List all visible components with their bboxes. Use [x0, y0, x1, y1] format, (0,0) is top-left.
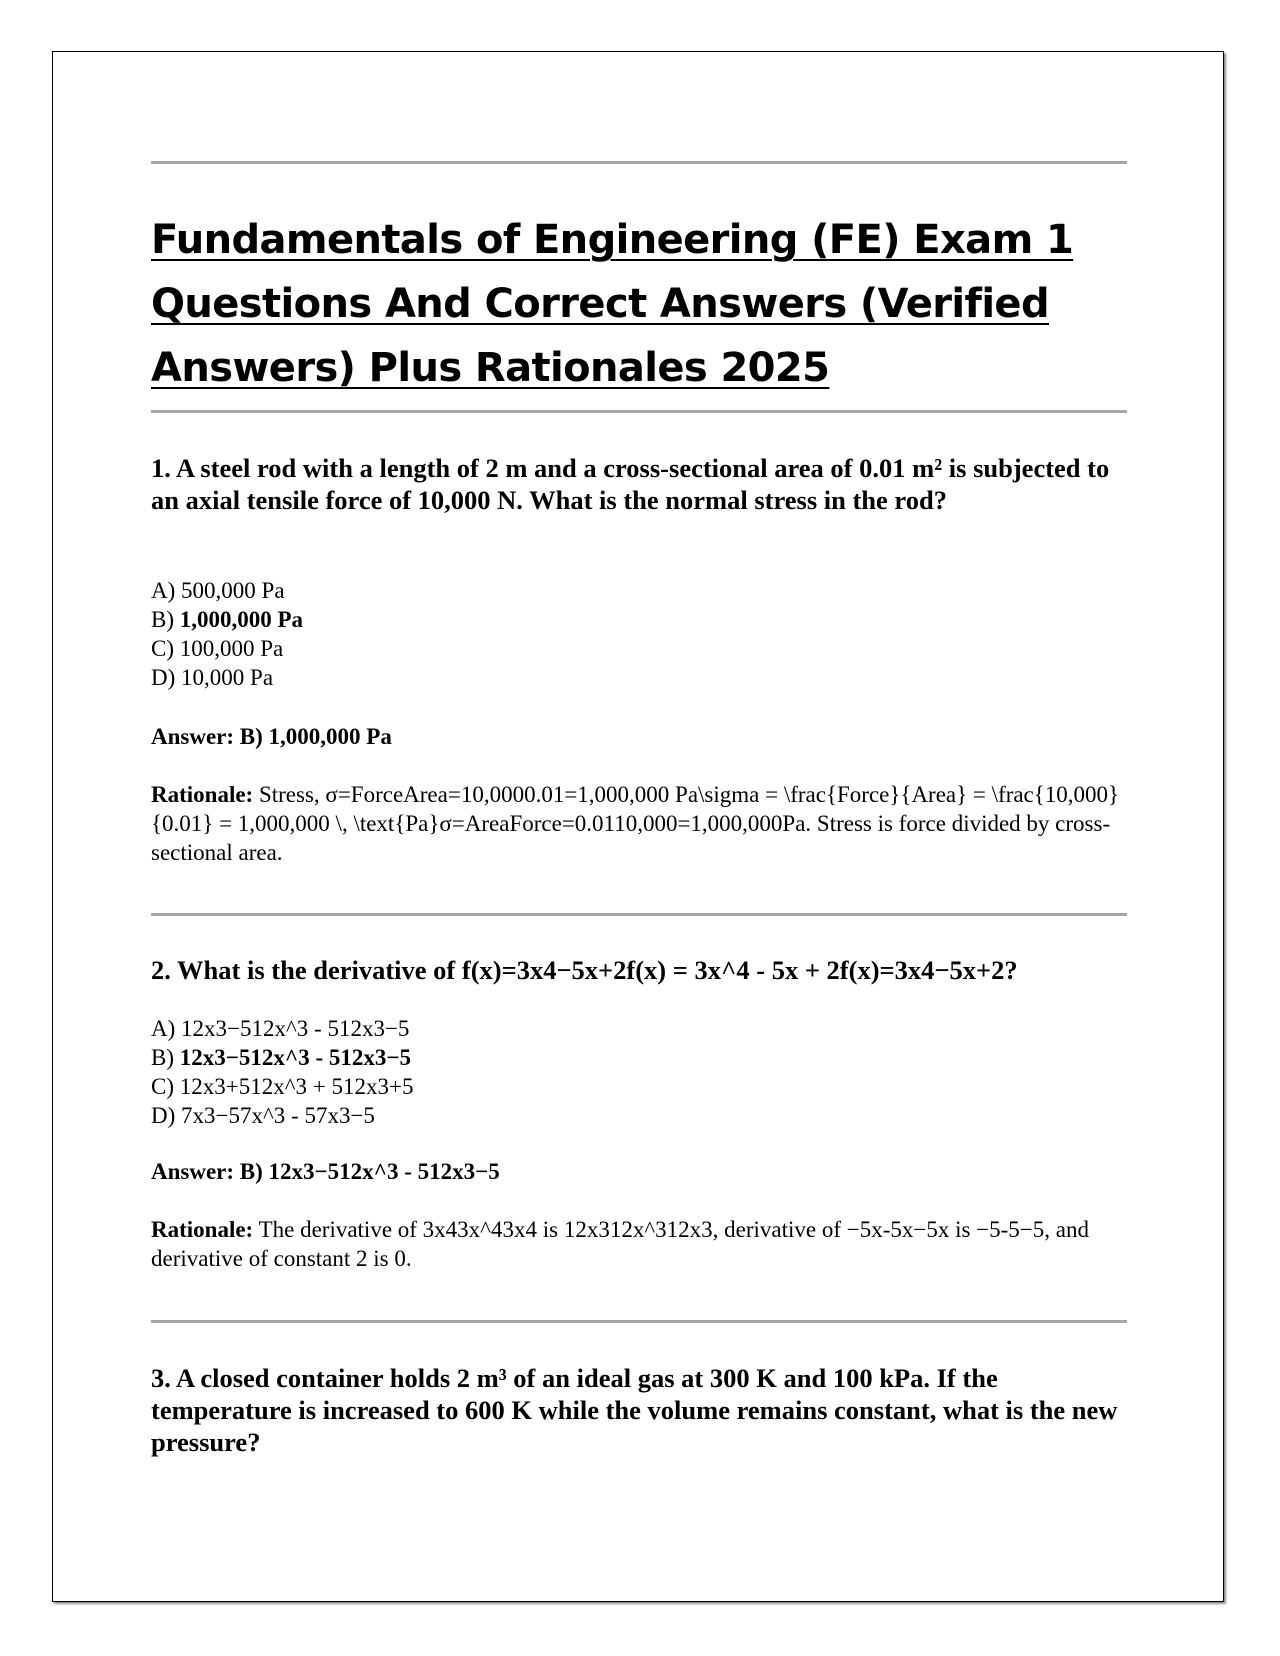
question-1-answer — [151, 722, 1131, 751]
rationale-label: Rationale: — [151, 1217, 254, 1242]
rationale-body: Stress, σ=ForceArea=10,0000.01=1,000,000 Pa\sigma = \frac{Force}{Area} = \frac{10,000}{0.01} = 1,000,000 \, \text{Pa}σ=AreaForce=0.0110,000=1,000,000Pa. Stress is force divided by cross-sectional area. — [151, 782, 1120, 865]
correct-option-text: 12x3−512x^3 - 512x3−5 — [179, 1045, 411, 1070]
question-2 — [151, 954, 1131, 986]
answer-line: Answer: B) 1,000,000 Pa — [151, 724, 392, 749]
option-d: D) 7x3−57x^3 - 57x3−5 — [151, 1103, 375, 1128]
options-list — [151, 1014, 1131, 1130]
question-2-answer — [151, 1157, 1131, 1186]
rationale-text — [151, 780, 1131, 867]
option-b: B) 1,000,000 Pa — [151, 607, 304, 632]
rationale-body: The derivative of 3x43x^43x4 is 12x312x^312x3, derivative of −5x-5x−5x is −5-5−5, and derivative of constant 2 is 0. — [151, 1217, 1089, 1271]
question-body: A closed container holds 2 m³ of an ideal gas at 300 K and 100 kPa. If the temperature is increased to 600 K while the volume remains constant, what is the new pressure? — [151, 1363, 1118, 1457]
correct-option-text: 1,000,000 Pa — [179, 607, 304, 632]
question-text — [151, 954, 1131, 986]
question-2-rationale — [151, 1215, 1131, 1273]
document-title: Fundamentals of Engineering (FE) Exam 1 Questions And Correct Answers (Verified Answers) Plus Rationales 2025 — [151, 217, 1074, 391]
question-number: 2. — [151, 955, 171, 985]
rationale-text — [151, 1215, 1131, 1273]
option-b: B) 12x3−512x^3 - 512x3−5 — [151, 1045, 411, 1070]
option-d: D) 10,000 Pa — [151, 665, 274, 690]
question-text — [151, 1362, 1131, 1458]
divider — [151, 1320, 1127, 1323]
question-3 — [151, 1362, 1131, 1458]
answer-line: Answer: B) 12x3−512x^3 - 512x3−5 — [151, 1159, 500, 1184]
question-number: 3. — [151, 1363, 171, 1393]
option-a: A) 12x3−512x^3 - 512x3−5 — [151, 1016, 410, 1041]
question-body: A steel rod with a length of 2 m and a cross-sectional area of 0.01 m² is subjected to an axial tensile force of 10,000 N. What is the normal stress in the rod? — [151, 453, 1110, 515]
option-c: C) 100,000 Pa — [151, 636, 284, 661]
question-1 — [151, 452, 1131, 516]
question-number: 1. — [151, 453, 171, 483]
question-body: What is the derivative of f(x)=3x4−5x+2f(x) = 3x^4 - 5x + 2f(x)=3x4−5x+2? — [177, 955, 1018, 985]
question-text — [151, 452, 1131, 516]
rationale-label: Rationale: — [151, 782, 254, 807]
divider — [151, 913, 1127, 916]
option-c: C) 12x3+512x^3 + 512x3+5 — [151, 1074, 414, 1099]
options-list — [151, 576, 1131, 692]
option-a: A) 500,000 Pa — [151, 578, 285, 603]
question-1-rationale — [151, 780, 1131, 867]
question-1-options — [151, 576, 1131, 692]
divider — [151, 161, 1127, 164]
question-2-options — [151, 1014, 1131, 1130]
divider — [151, 410, 1127, 413]
